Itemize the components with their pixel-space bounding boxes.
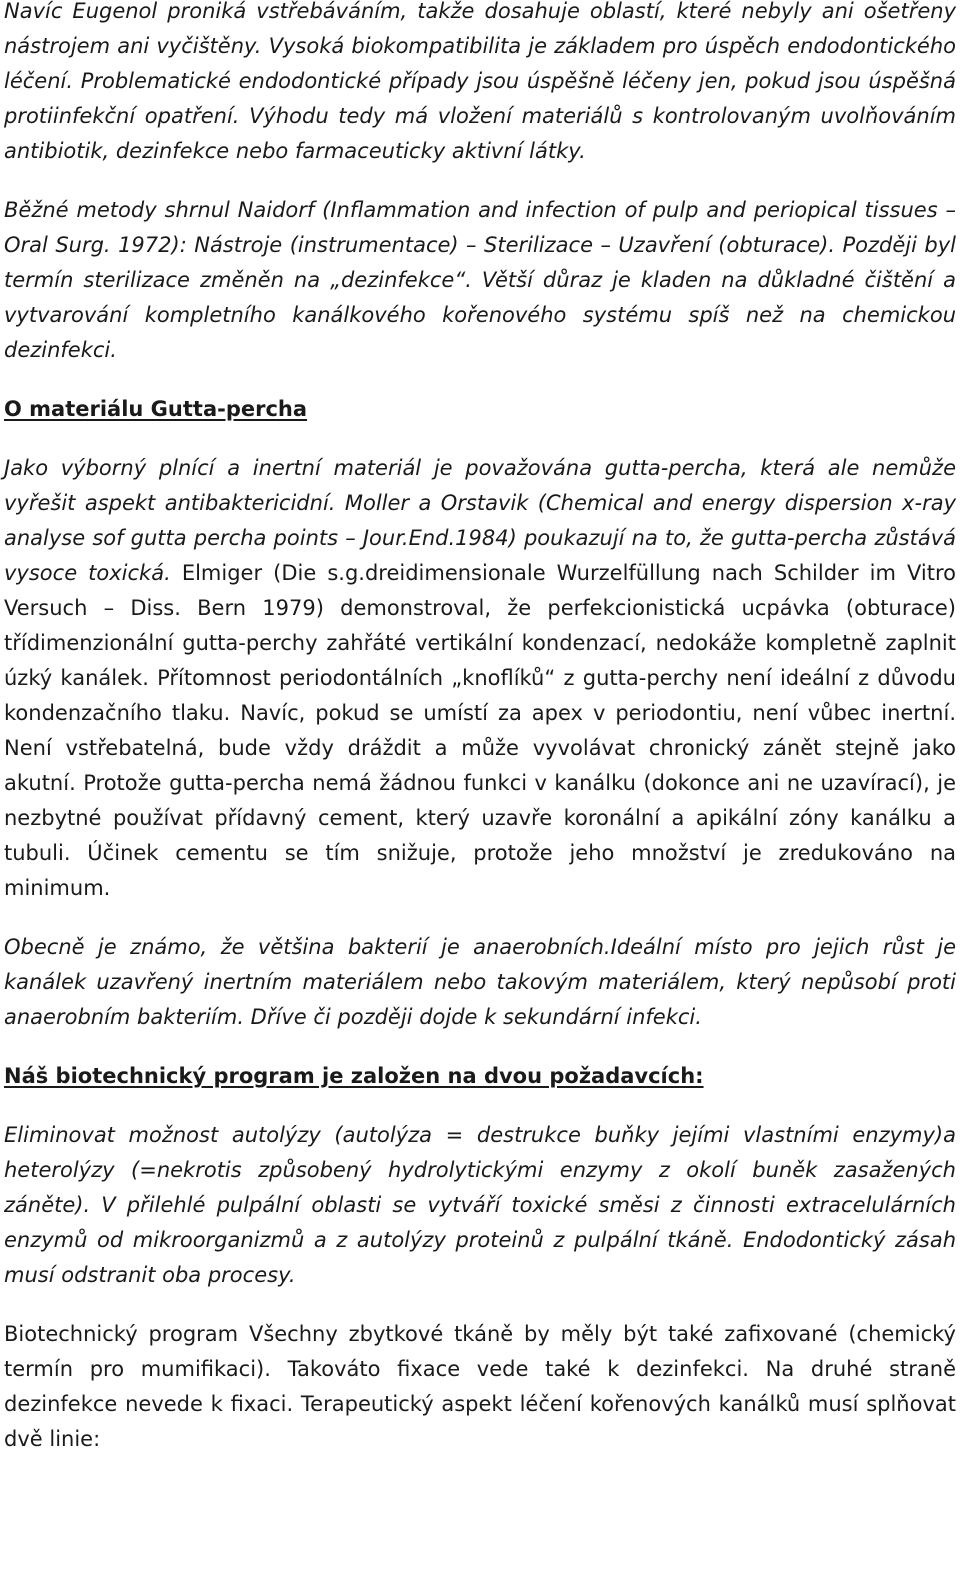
paragraph-naidorf-methods: Běžné metody shrnul Naidorf (Inflammation and infection of pulp and periopical tissues – Oral Surg. 1972): Nástroje (instrumentace) – Sterilizace – Uzavření (obturace). Později byl termín sterilizace změněn na „dezinfekce“. Větší důraz je kladen na důkladné čištění a vytvarování kompletního kanálkového kořenového systému spíš než na chemickou dezinfekci. [4,198,956,362]
paragraph-eugenol: Navíc Eugenol proniká vstřebáváním, takže dosahuje oblastí, které nebyly ani ošetřeny nástrojem ani vyčištěny. Vysoká biokompatibilita je základem pro úspěch endodontického léčení. Problematické endodontické případy jsou úspěšně léčeny jen, pokud jsou úspěšná protiinfekční opatření. Výhodu tedy má vložení materiálů s kontrolovaným uvolňováním antibiotik, dezinfekce nebo farmaceuticky aktivní látky. [4,0,956,163]
paragraph-anaerobic-bacteria: Obecně je známo, že většina bakterií je anaerobních.Ideální místo pro jejich růst je kanálek uzavřený inertním materiálem nebo takovým materiálem, který nepůsobí proti anaerobním bakteriím. Dříve či později dojde k sekundární infekci. [4,935,956,1029]
paragraph-fixation: Biotechnický program Všechny zbytkové tkáně by měly být také zafixované (chemický termín pro mumifikaci). Takováto fixace vede také k dezinfekci. Na druhé straně dezinfekce nevede k fixaci. Terapeutický aspekt léčení kořenových kanálků musí splňovat dvě linie: [4,1322,956,1451]
heading-biotech-program: Náš biotechnický program je založen na dvou požadavcích: [4,1064,704,1088]
paragraph-autolysis: Eliminovat možnost autolýzy (autolýza = destrukce buňky jejími vlastními enzymy)a heterolýzy (=nekrotis způsobený hydrolytickými enzymy z okolí buněk zasažených záněte). V přilehlé pulpální oblasti se vytváří toxické směsi z činnosti extracelulárních enzymů od mikroorganizmů a z autolýzy proteinů z pulpální tkáně. Endodontický zásah musí odstranit oba procesy. [4,1123,956,1287]
paragraph-gutta-percha-regular: Elmiger (Die s.g.dreidimensionale Wurzelfüllung nach Schilder im Vitro Versuch – Diss. Bern 1979) demonstroval, že perfekcionistická ucpávka (obturace) třídimenzionální gutta-perchy zahřáté vertikální kondenzací, nedokáže kompletně zaplnit úzký kanálek. Přítomnost periodontálních „knoflíků“ z gutta-perchy není ideální z důvodu kondenzačního tlaku. Navíc, pokud se umístí za apex v periodontiu, není vůbec inertní. Není vstřebatelná, bude vždy dráždit a může vyvolávat chronický zánět stejně jako akutní. Protože gutta-percha nemá žádnou funkci v kanálku (dokonce ani ne uzavírací), je nezbytné používat přídavný cement, který uzavře koronální a apikální zóny kanálku a tubuli. Účinek cementu se tím snižuje, protože jeho množství je zredukováno na minimum. [4,561,956,900]
paragraph-gutta-percha [4,451,956,906]
paragraph-gutta-percha-italic: Jako výborný plnící a inertní materiál je považována gutta-percha, která ale nemůže vyřešit aspekt antibaktericidní. Moller a Orstavik (Chemical and energy dispersion x-ray analyse sof gutta percha points – Jour.End.1984) poukazují na to, že gutta-percha zůstává vysoce toxická. [4,456,956,585]
heading-gutta-percha: O materiálu Gutta-percha [4,397,308,421]
